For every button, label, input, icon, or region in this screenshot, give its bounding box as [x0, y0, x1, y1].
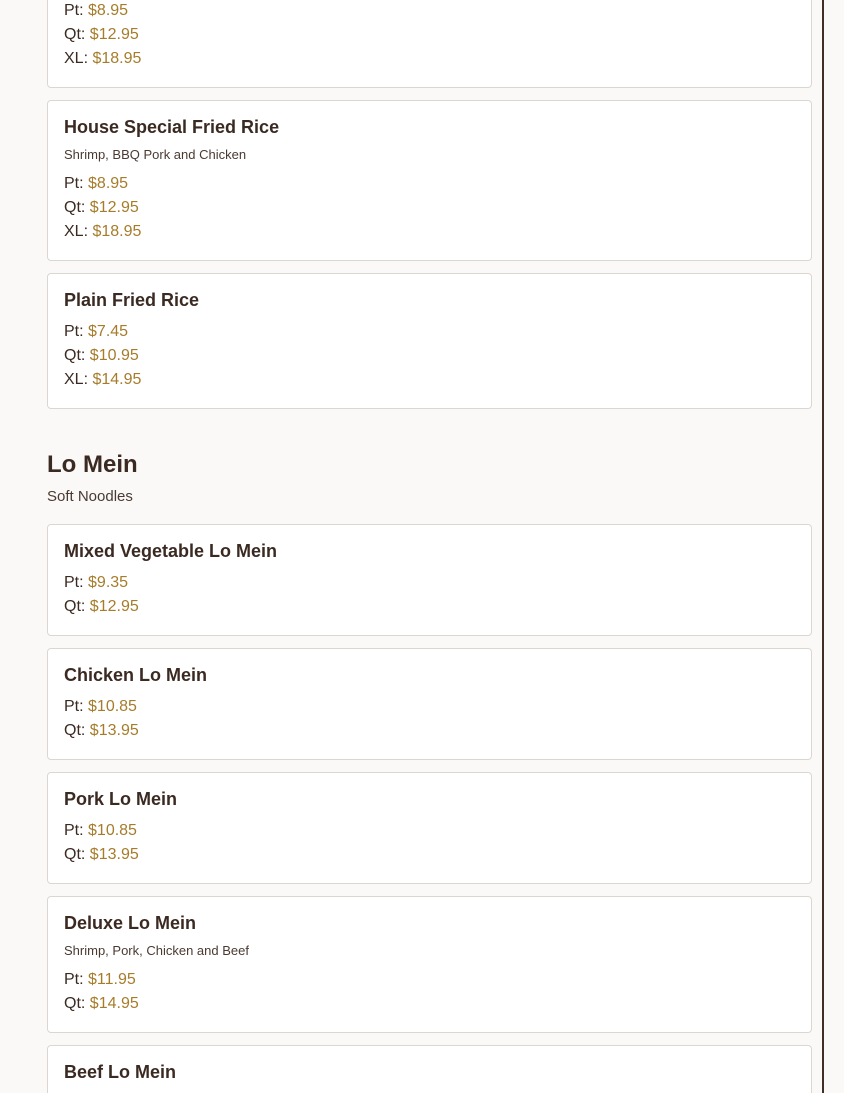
size-label: XL: [64, 371, 89, 388]
price-line [64, 196, 795, 220]
price-line [64, 344, 795, 368]
menu-item-description: Shrimp, Pork, Chicken and Beef [64, 943, 249, 958]
price-line [64, 695, 795, 719]
menu-item-card [47, 648, 812, 760]
price-value: $14.95 [89, 995, 139, 1012]
price-value: $12.95 [89, 26, 139, 43]
size-label: Pt: [64, 323, 84, 340]
size-label: Pt: [64, 2, 84, 19]
menu-item-name: Plain Fried Rice [64, 290, 200, 310]
menu-section-header [47, 450, 812, 507]
price-line [64, 0, 795, 23]
size-label: Qt: [64, 347, 86, 364]
menu-item-name: Mixed Vegetable Lo Mein [64, 541, 278, 561]
price-value: $12.95 [89, 598, 139, 615]
size-label: Pt: [64, 822, 84, 839]
size-label: Qt: [64, 199, 86, 216]
menu-item-card [47, 772, 812, 884]
section-title: Lo Mein [47, 451, 138, 478]
menu-item-name: Beef Lo Mein [64, 1062, 177, 1082]
price-value: $11.95 [88, 971, 136, 988]
menu-column [47, 0, 812, 1093]
menu-item-card [47, 524, 812, 636]
price-line [64, 368, 795, 392]
price-value: $13.95 [89, 846, 139, 863]
price-value: $18.95 [92, 50, 142, 67]
size-label: Qt: [64, 995, 86, 1012]
size-label: Pt: [64, 574, 84, 591]
size-label: Qt: [64, 846, 86, 863]
price-value: $8.95 [88, 2, 129, 19]
price-value: $9.35 [88, 574, 129, 591]
price-line [64, 595, 795, 619]
price-line [64, 968, 795, 992]
price-value: $10.95 [89, 347, 139, 364]
menu-item-description: Shrimp, BBQ Pork and Chicken [64, 147, 247, 162]
page-edge-divider [822, 0, 824, 1093]
price-line [64, 47, 795, 71]
menu-item-card [47, 100, 812, 261]
price-value: $8.95 [88, 175, 129, 192]
price-value: $13.95 [89, 722, 139, 739]
price-line [64, 843, 795, 867]
size-label: Pt: [64, 971, 84, 988]
size-label: Qt: [64, 598, 86, 615]
price-value: $10.85 [88, 822, 137, 839]
price-line [64, 23, 795, 47]
size-label: Qt: [64, 26, 86, 43]
price-line [64, 320, 795, 344]
menu-item-name: House Special Fried Rice [64, 117, 280, 137]
size-label: XL: [64, 223, 89, 240]
menu-item-name: Pork Lo Mein [64, 789, 178, 809]
section-subtitle: Soft Noodles [47, 488, 133, 505]
menu-item-card [47, 0, 812, 88]
menu-item-card [47, 1045, 812, 1093]
menu-item-name: Chicken Lo Mein [64, 665, 208, 685]
menu-item-name: Deluxe Lo Mein [64, 913, 197, 933]
price-value: $12.95 [89, 199, 139, 216]
menu-item-card [47, 896, 812, 1033]
price-value: $7.45 [88, 323, 129, 340]
menu-item-card [47, 273, 812, 409]
size-label: Pt: [64, 698, 84, 715]
size-label: Qt: [64, 722, 86, 739]
size-label: XL: [64, 50, 89, 67]
size-label: Pt: [64, 175, 84, 192]
price-value: $10.85 [88, 698, 137, 715]
price-line [64, 819, 795, 843]
price-line [64, 992, 795, 1016]
price-line [64, 220, 795, 244]
price-line [64, 172, 795, 196]
price-line [64, 719, 795, 743]
price-value: $18.95 [92, 223, 142, 240]
price-value: $14.95 [92, 371, 142, 388]
price-line [64, 571, 795, 595]
